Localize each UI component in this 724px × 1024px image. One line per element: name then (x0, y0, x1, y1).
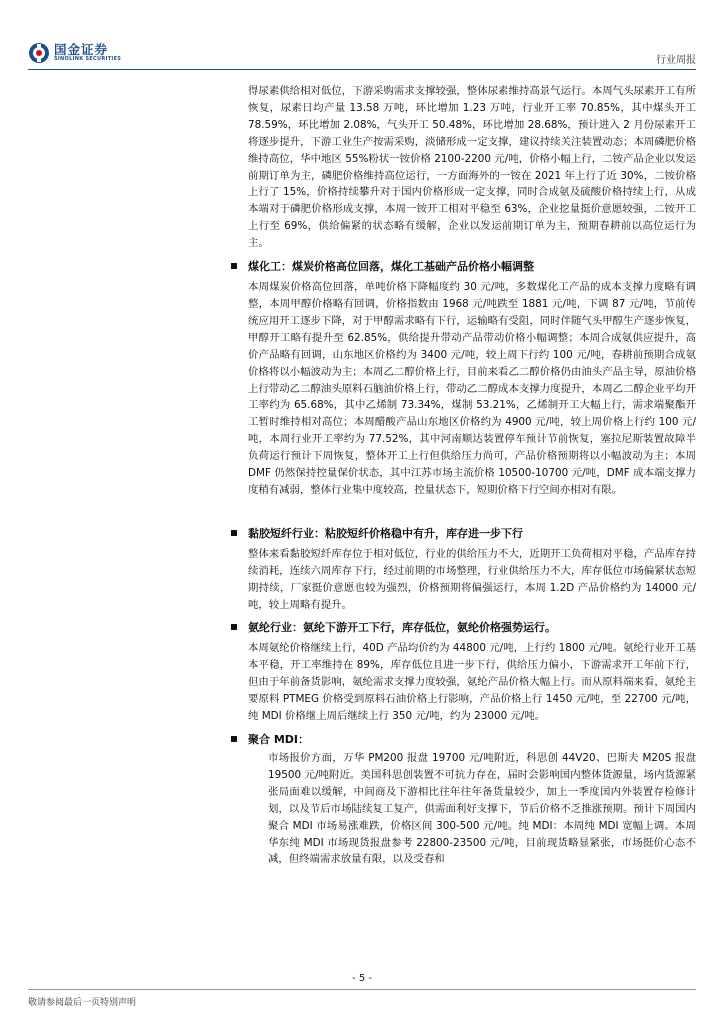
section-title-spandex (229, 619, 696, 636)
section-title-text: 黏胶短纤行业：粘胶短纤价格稳中有升，库存进一步下行 (248, 526, 523, 540)
section-title-coal-chemical (229, 258, 696, 275)
logo-english-name: SINOLINK SECURITIES (54, 56, 122, 62)
logo-chinese-name: 国金证券 (54, 42, 109, 57)
page-number: - 5 - (352, 973, 372, 984)
polymeric-mdi-paragraph: 市场报价方面，万华 PM200 报盘 19700 元/吨附近，科思创 44V20、巴斯夫 M20S 报盘 19500 元/吨附近。美国科思创装置不可抗力存在，届时会影响国内整体货源量，场内货源紧张局面难以缓解，中间商及下游相比往年往年备货量较少，加上一季度国内外装置存检修计划，以及节后市场陆续复工复产，供需面利好支撑下，节后价格不乏推涨预期。预计下周国内聚合 MDI 市场易涨难跌，价格区间 300-500 元/吨。纯 MDI：本周纯 MDI 宽幅上调。本周华东纯 MDI 市场现货报盘参考 22800-23500 元/吨，目前现货略显紧张，市场挺价心态不减，但终端需求放量有限，以及受春和 (268, 752, 696, 866)
footer-divider (28, 989, 696, 990)
coal-chemical-paragraph: 本周煤炭价格高位回落，单吨价格下降幅度约 30 元/吨，多数煤化工产品的成本支撑力度略有调整，本周甲醇价格略有回调，价格指数由 1968 元/吨跌至 1881 元/吨，下调 87 元/吨，节前传统应用开工逐步下降，对于甲醇需求略有下行，运输略有受阻，同时伴随气头甲醇生产逐步恢复，甲醇开工略有提升至 62.85%，供给提升带动产品带动价格小幅调整；本周合成氨供应提升，高价产品略有回调，山东地区价格约为 3400 元/吨，较上周下行约 100 元/吨，春耕前预期合成氨价格将以小幅波动为主；本周乙二醇价格上行，目前来看乙二醇价格仍由油头产品主导，原油价格上行带动乙二醇油头原料石脑油价格上行，带动乙二醇成本支撑力度提升，本周乙二醇企业平均开工率约为 65.68%，其中乙烯制 73.34%，煤制 53.21%，乙烯制开工大幅上行，需求端聚酯开工暂时维持相对高位；本周醋酸产品山东地区价格约为 4900 元/吨，较上周价格上行约 100 元/吨，本周行业开工率约为 77.52%，其中河南顺达装置停车预计节前恢复，塞拉尼斯装置故障半负荷运行预计下周恢复，整体开工上行但供给压力尚可，产品价格预期将以小幅波动为主；本周 DMF 仍然保持控量保价状态，其中江苏市场主流价格 10500-10700 元/吨，DMF 成本端支撑力度稍有减弱，整体行业集中度较高，控量状态下，短期价格下行空间亦相对有限。 (248, 281, 696, 496)
urea-phosphate-paragraph: 得尿素供给相对低位，下游采购需求支撑较强，整体尿素维持高景气运行。本周气头尿素开工有所恢复，尿素日均产量 13.58 万吨，环比增加 1.23 万吨，行业开工率 70.85%，其中煤头开工 78.59%，环比增加 2.08%，气头开工 50.48%，环比增加 28.68%，预计进入 2 月份尿素开工将逐步提升，下游工业生产按需采购，淡储形成一定支撑，建议持续关注装置动态；本周磷肥价格维持高位，华中地区 55%粉状一铵价格 2100-2200 元/吨，价格小幅上行，二铵产品企业以发运前期订单为主，磷肥价格维持高位运行，一方面海外的一铵在 2021 年上行了近 30%，二铵价格上行了 15%，价格持续攀升对于国内价格形成一定支撑，同时合成氨及硫酸价格持续上行，从成本端对于磷肥价格形成支撑，本周一铵开工相对平稳至 63%，企业挖量挺价意愿较强，二铵开工上行至 69%，供给偏紧的状态略有缓解，企业以发运前期订单为主，预期春耕前以高位运行为主。 (248, 85, 696, 250)
section-title-text: 聚合 MDI： (248, 733, 309, 746)
bullet-icon (231, 624, 237, 630)
logo-icon (28, 42, 50, 64)
section-title-text: 煤化工：煤炭价格高位回落，煤化工基础产品价格小幅调整 (248, 260, 534, 274)
bullet-icon (231, 530, 237, 536)
section-title-text: 氨纶行业：氨纶下游开工下行，库存低位，氨纶价格强势运行。 (248, 621, 556, 635)
bullet-icon (231, 263, 237, 269)
report-type-label: 行业周报 (656, 55, 696, 66)
disclaimer-note: 敬请参阅最后一页特别声明 (28, 998, 137, 1008)
company-logo (28, 40, 138, 66)
header-divider (28, 69, 696, 70)
page-header (0, 0, 724, 72)
viscose-paragraph: 整体来看黏胶短纤库存位于相对低位，行业的供给压力不大，近期开工负荷相对平稳，产品库存持续消耗，连续六周库存下行，经过前期的市场整理，行业供给压力不大，库存低位市场偏紧状态短期持续，厂家挺价意愿也较为强烈，价格预期将偏强运行，本周 1.2D 产品价格约为 14000 元/吨，较上周略有提升。 (248, 547, 696, 611)
spandex-paragraph: 本周氨纶价格继续上行，40D 产品均价约为 44800 元/吨，上行约 1800 元/吨。氨纶行业开工基本平稳，开工率维持在 89%，库存低位且进一步下行，供给压力偏小，下游需求开工年前下行，但由于年前备货影响，氨纶需求支撑力度较强，氨纶产品价格大幅上行。而从原料端来看，氨纶主要原料 PTMEG 价格受到原料石油价格上行影响，产品价格上行 1450 元/吨，至 22700 元/吨，纯 MDI 价格继上周后继续上行 350 元/吨，约为 23000 元/吨。 (248, 642, 696, 723)
report-body (248, 83, 696, 868)
section-title-viscose (229, 525, 696, 542)
bullet-icon (231, 736, 237, 742)
section-title-polymeric-mdi (229, 731, 696, 748)
